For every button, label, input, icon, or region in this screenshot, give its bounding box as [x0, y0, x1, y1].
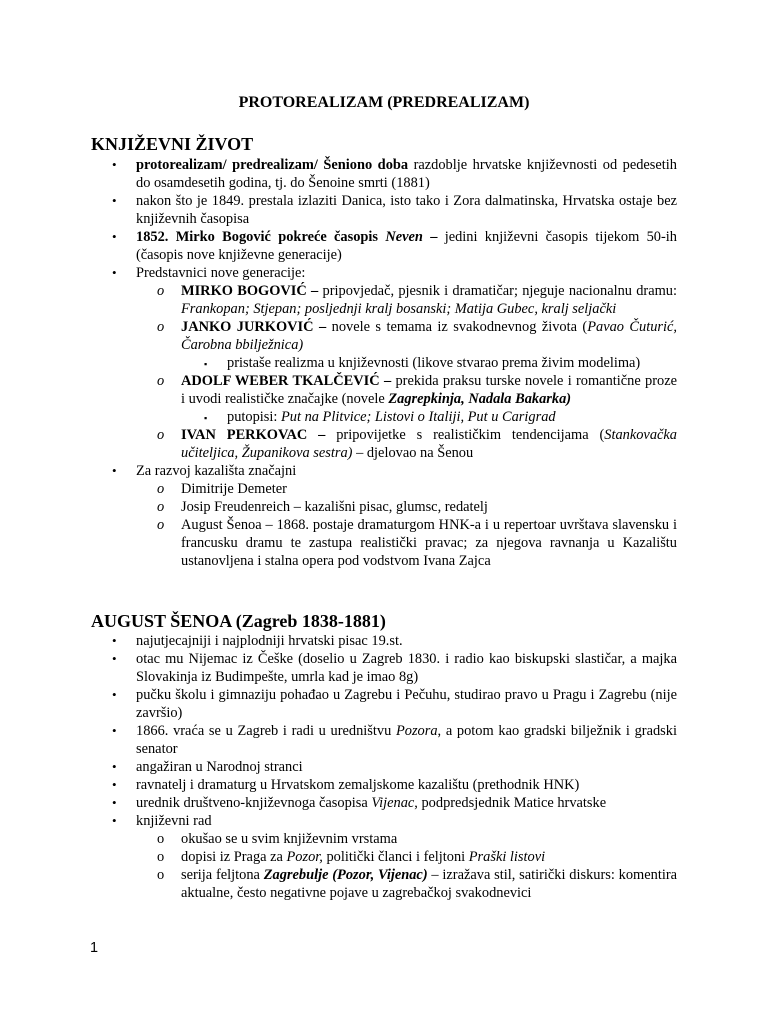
list-item: • otac mu Nijemac iz Češke (doselio u Zagreb 1830. i radio kao biskupski slastičar, a majka Slovakinja iz Budimpešte, umrla kad je imao 8g) [112, 651, 677, 685]
list-item: • angažiran u Narodnoj stranci [112, 759, 303, 775]
bullet-marker: • [112, 193, 117, 208]
square-marker: ▪ [204, 359, 208, 369]
list-item: ▪ putopisi: Put na Plitvice; Listovi o Italiji, Put u Carigrad [204, 409, 556, 425]
list-item: o Josip Freudenreich – kazališni pisac, glumsc, redatelj [157, 499, 488, 515]
bullet-marker: • [112, 687, 117, 702]
bullet-marker: • [112, 795, 117, 810]
list-item: • nakon što je 1849. prestala izlaziti Danica, isto tako i Zora dalmatinska, Hrvatska ostaje bez književnih časopisa [112, 193, 677, 227]
circle-marker: o [157, 831, 165, 847]
bullet-marker: • [112, 651, 117, 666]
bullet-marker: • [112, 759, 117, 774]
list-item: o IVAN PERKOVAC – pripovijetke s realističkim tendencijama (Stankovačka učiteljica, Županikova sestra) – djelovao na Šenou [157, 427, 677, 461]
list-item: o okušao se u svim književnim vrstama [157, 831, 398, 847]
list-item: o dopisi iz Praga za Pozor, politički članci i feljtoni Praški listovi [157, 849, 546, 865]
list-item: o MIRKO BOGOVIĆ – pripovjedač, pjesnik i dramatičar; njeguje nacionalnu dramu: Frankopan; Stjepan; posljednji kralj bosanski; Matija Gubec, kralj seljački [157, 283, 678, 317]
section2-list [0, 632, 768, 902]
list-item: o serija feljtona Zagrebulje (Pozor, Vijenac) – izražava stil, satirički diskurs: komentira aktualne, često negativne pojave u zagrebačkoj svakodnevici [157, 867, 678, 901]
list-item: • Predstavnici nove generacije: [112, 265, 306, 281]
list-item: • 1866. vraća se u Zagreb i radi u uredništvu Pozora, a potom kao gradski bilježnik i gradski senator [112, 723, 677, 757]
list-item: o August Šenoa – 1868. postaje dramaturgom HNK-a i u repertoar uvrštava slavensku i francusku dramu te zastupa realistički pravac; za njegova ravnanja u Kazalištu ustanovljena i stalna opera pod vodstvom Ivana Zajca [157, 517, 677, 569]
list-item: • pučku školu i gimnaziju pohađao u Zagrebu i Pečuhu, studirao pravo u Pragu i Zagrebu (nije završio) [112, 687, 677, 721]
section1-list [0, 156, 768, 570]
list-item: • urednik društveno-književnoga časopisa Vijenac, podpredsjednik Matice hrvatske [112, 795, 607, 811]
list-item: • 1852. Mirko Bogović pokreće časopis Neven – jedini književni časopis tijekom 50-ih (časopis nove književne generacije) [112, 229, 677, 263]
page-number: 1 [90, 940, 99, 956]
list-item: o JANKO JURKOVIĆ – novele s temama iz svakodnevnog života (Pavao Čuturić, Čarobna bbilježnica) [157, 319, 677, 353]
circle-marker: o [157, 427, 165, 443]
circle-marker: o [157, 373, 165, 389]
bullet-marker: • [112, 633, 117, 648]
bullet-marker: • [112, 813, 117, 828]
circle-marker: o [157, 867, 165, 883]
section-heading-august-senoa: AUGUST ŠENOA (Zagreb 1838-1881) [91, 611, 386, 631]
list-item: • ravnatelj i dramaturg u Hrvatskom zemaljskome kazalištu (prethodnik HNK) [112, 777, 580, 793]
list-item: • književni rad [112, 813, 212, 829]
circle-marker: o [157, 283, 165, 299]
square-marker: ▪ [204, 413, 208, 423]
list-item: ▪ pristaše realizma u književnosti (likove stvarao prema živim modelima) [204, 355, 641, 371]
circle-marker: o [157, 319, 165, 335]
bullet-marker: • [112, 229, 117, 244]
bullet-marker: • [112, 777, 117, 792]
list-item: • protorealizam/ predrealizam/ Šeniono doba razdoblje hrvatske književnosti od pedesetih do osamdesetih godina, tj. do Šenoine smrti (1881) [112, 157, 677, 191]
list-item: • Za razvoj kazališta značajni [112, 463, 297, 479]
page-title: PROTOREALIZAM (PREDREALIZAM) [238, 94, 530, 111]
list-item: o ADOLF WEBER TKALČEVIĆ – prekida praksu turske novele i romantične proze i uvodi realističke značajke (novele Zagrepkinja, Nadala Bakarka) [157, 373, 677, 407]
bullet-marker: • [112, 157, 117, 172]
circle-marker: o [157, 517, 165, 533]
dot-marker: • [112, 463, 117, 478]
bullet-marker: • [112, 265, 117, 280]
list-item: • najutjecajniji i najplodniji hrvatski pisac 19.st. [112, 633, 403, 649]
circle-marker: o [157, 849, 165, 865]
section-heading-knjizevni-zivot: KNJIŽEVNI ŽIVOT [91, 134, 254, 154]
circle-marker: o [157, 499, 165, 515]
circle-marker: o [157, 481, 165, 497]
bullet-marker: • [112, 723, 117, 738]
list-item: o Dimitrije Demeter [157, 481, 287, 497]
